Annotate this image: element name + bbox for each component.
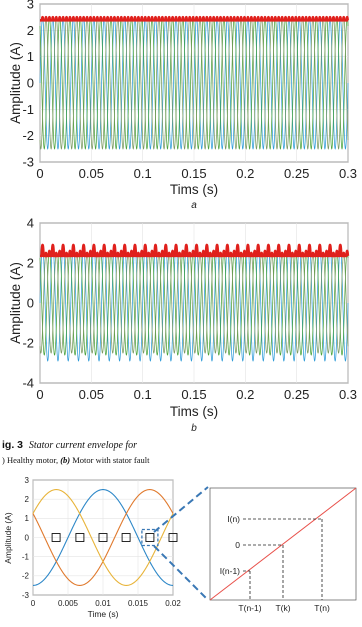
y-tick-label: 2 [26,22,34,38]
y-tick-label: -3 [22,154,34,170]
x-tick-label: 0.015 [127,599,149,608]
figure-subcaption [2,455,149,465]
y-tick-label: 2 [26,255,34,271]
figure-caption-title: Stator current envelope for [28,440,138,451]
y-tick-label: 3 [24,475,29,485]
zoom-label-Tn1: T(n-1) [238,603,262,613]
zoom-panel [210,488,356,613]
y-tick-label: 0 [26,295,34,311]
x-tick-label: 0.25 [284,387,310,402]
figure-number: ig. 3 [2,439,24,451]
y-tick-label: 0 [26,75,34,91]
x-axis-title-b: Tims (s) [169,404,219,419]
x-tick-label: 0.1 [133,166,152,181]
y-axis-title-a: Amplitude (A) [8,42,23,124]
y-tick-label: 2 [24,494,29,504]
zoom-label-In: I(n) [227,514,240,524]
y-axis-title-c: Amplitude (A) [3,512,13,564]
y-tick-label: 3 [26,0,34,12]
zoom-label-In1: I(n-1) [219,566,240,576]
figure-caption [2,439,137,451]
panel-label-b: b [191,423,197,434]
x-tick-label: 0.25 [284,166,310,181]
zoom-label-zero: 0 [235,540,240,550]
y-tick-label: -1 [22,101,34,117]
x-tick-label: 0.3 [338,166,358,181]
subcaption-b: Motor with stator fault [70,455,150,465]
y-tick-label: -2 [21,571,29,581]
x-tick-label: 0.005 [57,599,79,608]
x-tick-label: 0.02 [165,599,181,608]
y-tick-label: 1 [24,514,29,524]
x-tick-label: 0.3 [338,387,358,402]
y-tick-label: -3 [21,590,29,600]
x-tick-label: 0.2 [236,166,255,181]
x-tick-label: 0.15 [181,166,207,181]
x-tick-label: 0 [36,387,44,402]
zoom-label-Tn: T(n) [314,603,330,613]
x-tick-label: 0.01 [95,599,111,608]
subcaption-b-label: (b) [60,455,71,465]
x-tick-label: 0.1 [133,387,152,402]
y-tick-label: -2 [22,335,34,351]
y-tick-label: -2 [22,128,34,144]
y-tick-label: 1 [26,49,34,65]
x-tick-label: 0 [36,166,44,181]
zoom-label-Tk: T(k) [275,603,291,613]
x-tick-label: 0 [30,599,36,608]
x-axis-title-a: Tims (s) [169,182,219,197]
y-axis-title-b: Amplitude (A) [8,262,23,344]
x-tick-label: 0.05 [78,387,104,402]
y-tick-label: 0 [24,533,29,543]
panel-b [8,216,357,434]
envelope-line [40,17,348,20]
y-tick-label: 4 [26,215,34,231]
x-axis-title-c: Time (s) [87,609,119,619]
y-tick-label: -4 [22,375,34,391]
y-tick-label: -1 [21,552,29,562]
x-tick-label: 0.15 [181,387,207,402]
panel-a [8,0,357,211]
panel-label-a: a [191,200,197,211]
subcaption-a: ) Healthy motor, [2,455,59,465]
x-tick-label: 0.2 [236,387,255,402]
x-tick-label: 0.05 [78,166,104,181]
